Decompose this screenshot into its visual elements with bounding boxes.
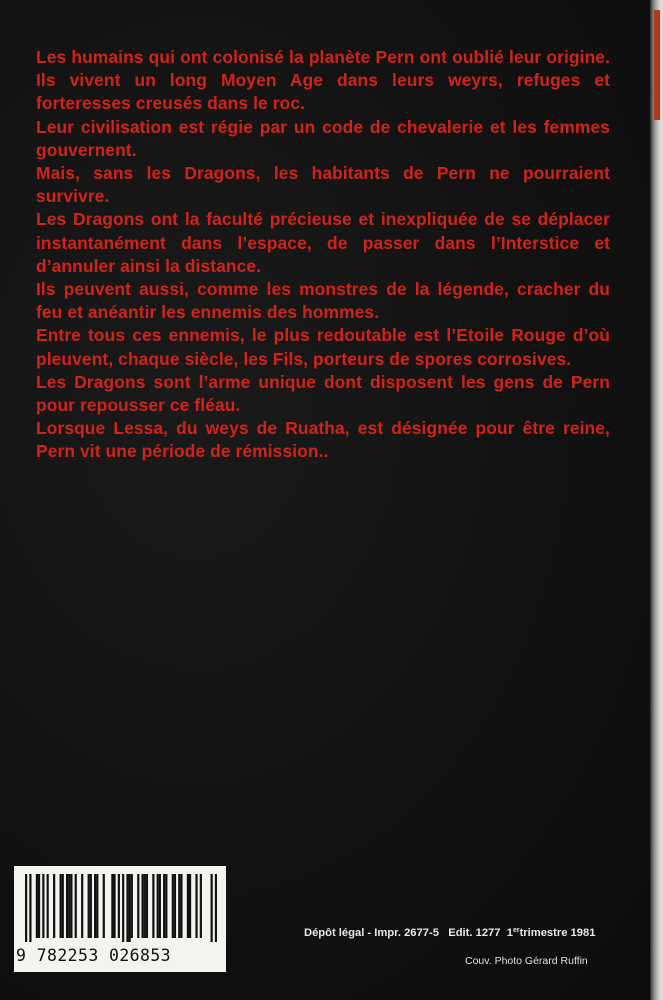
barcode-bar [75,874,77,938]
barcode-bar [88,874,90,938]
barcode-bar [122,874,124,942]
barcode-bar [29,874,31,942]
barcode-bar [172,874,174,938]
barcode-bar [187,874,189,938]
barcode-bar [36,874,38,938]
barcode-bar [215,874,217,942]
blurb-paragraph: Leur civilisation est régie par un code de chevalerie et les femmes gouvernent. [36,116,610,160]
barcode-bar [131,874,133,938]
barcode-bar [180,874,182,938]
barcode-bar [60,874,62,938]
blurb-paragraph: Entre tous ces ennemis, le plus redoutable est l’Etoile Rouge d’où pleuvent, chaque siècle, les Fils, porteurs de spores corrosives. [36,325,610,369]
barcode-bar [189,874,191,938]
blurb-paragraph: Ils peuvent aussi, comme les monstres de la légende, cracher du feu et anéantir les ennemis des hommes. [36,279,610,323]
barcode-bar [113,874,115,938]
barcode-bar [42,874,44,938]
barcode-bar [118,874,120,938]
quarter-year: trimestre 1981 [519,927,596,939]
photo-credit: Couv. Photo Gérard Ruffin [465,955,588,967]
barcode-bar [174,874,176,938]
barcode-bar [62,874,64,938]
blurb-paragraph: Les humains qui ont colonisé la planète Pern ont oublié leur origine. Ils vivent un long Moyen Age dans leurs weyrs, refuges et forteresses creusés dans le roc. [36,47,610,114]
barcode-bar [66,874,68,938]
quarter-number: 1 [506,927,513,939]
barcode-bar [195,874,197,938]
blurb-paragraph: Les Dragons ont la faculté précieuse et inexpliquée de se déplacer instantanément dans l’espace, de passer dans l’Interstice et d’annuler ainsi la distance. [36,209,610,276]
barcode-bar [211,874,213,942]
barcode-bar [137,874,139,938]
barcode-bar [157,874,159,938]
barcode-bar [47,874,49,938]
barcode-bar [178,874,180,938]
barcode-bar [141,874,143,938]
blurb-paragraph: Lorsque Lessa, du weys de Ruatha, est désignée pour être reine, Pern vit une période de rémission.. [36,418,610,462]
edit-number: Edit. 1277 [448,927,501,939]
barcode-bar [144,874,146,938]
isbn-digits: 9 782253 026853 [16,946,172,965]
barcode-bar [25,874,27,942]
barcode-bar [165,874,167,938]
barcode-bar [38,874,40,938]
barcode-bar [111,874,113,938]
barcode-bar [103,874,105,938]
barcode-bar [94,874,96,938]
barcode-label [14,866,226,972]
barcode-bar [90,874,92,938]
barcode-bar [126,874,128,942]
barcode-bar [200,874,202,938]
barcode-bar [53,874,55,938]
barcode-bar [96,874,98,938]
barcode-bar [129,874,131,942]
blurb-text [36,46,610,464]
quarter-suffix: er [512,927,520,934]
barcode-icon [25,874,217,942]
spine-red-stripe [654,10,660,120]
blurb-paragraph: Mais, sans les Dragons, les habitants de Pern ne pourraient survivre. [36,163,610,207]
barcode-bar [146,874,148,938]
barcode-bar [159,874,161,938]
barcode-bar [81,874,83,938]
legal-deposit-line [304,927,624,939]
barcode-bar [68,874,70,938]
barcode-bar [70,874,72,938]
barcode-bar [163,874,165,938]
book-spine-edge [650,0,663,1000]
depot-legal: Dépôt légal - Impr. 2677-5 [304,927,439,939]
blurb-paragraph: Les Dragons sont l’arme unique dont disposent les gens de Pern pour repousser ce fléau. [36,371,610,416]
barcode-bar [152,874,154,938]
